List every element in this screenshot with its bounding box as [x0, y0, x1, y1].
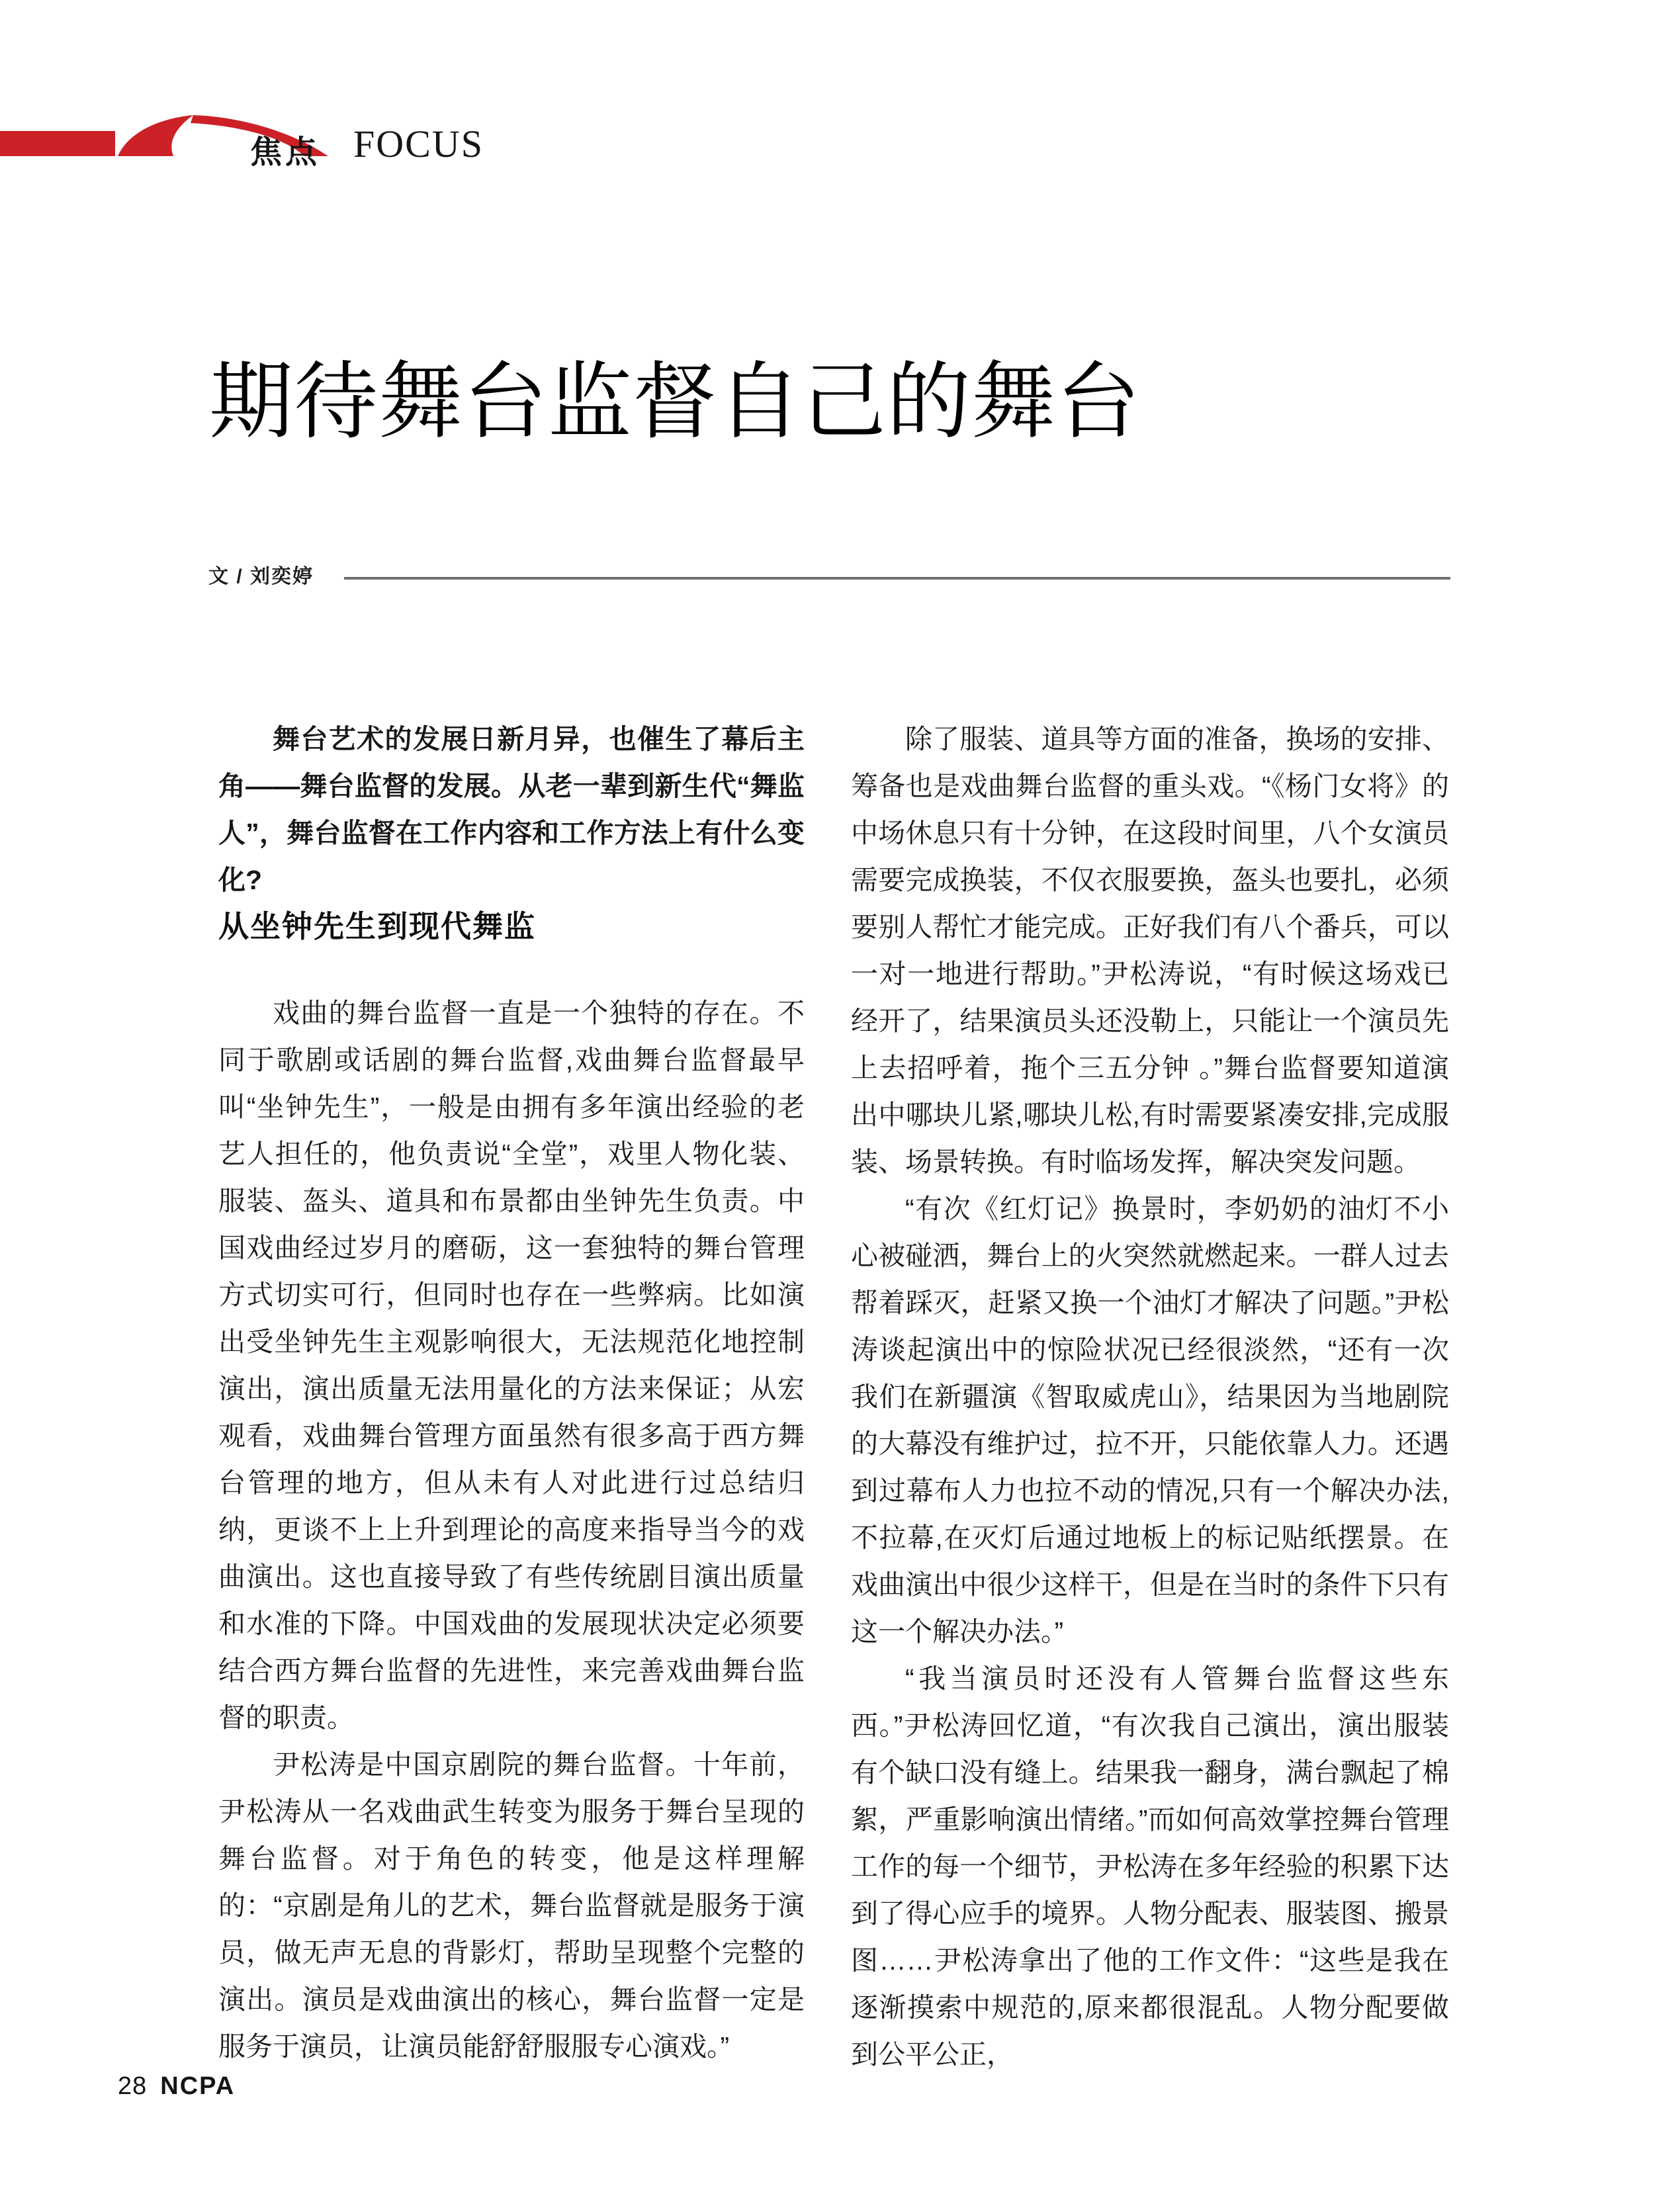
body-column-left: [218, 990, 805, 2070]
byline: 文 / 刘奕婷: [208, 566, 314, 588]
paragraph: “我当演员时还没有人管舞台监督这些东西。”尹松涛回忆道，“有次我自己演出，演出服装有个缺口没有缝上。结果我一翻身，满台飘起了棉絮，严重影响演出情绪。”而如何高效掌控舞台管理工作的每一个细节，尹松涛在多年经验的积累下达到了得心应手的境界。人物分配表、服装图、搬景图……尹松涛拿出了他的工作文件：“这些是我在逐渐摸索中规范的,原来都很混乱。人物分配要做到公平公正，: [851, 1663, 1449, 2070]
page-footer: [118, 2072, 235, 2101]
magazine-brand: NCPA: [160, 2072, 236, 2100]
section-tag-english: FOCUS: [353, 122, 484, 165]
page-number: 28: [118, 2072, 148, 2100]
paragraph: 除了服装、道具等方面的准备，换场的安排、筹备也是戏曲舞台监督的重头戏。“《杨门女将》的中场休息只有十分钟，在这段时间里，八个女演员需要完成换装，不仅衣服要换，盔头也要扎，必须要别人帮忙才能完成。正好我们有八个番兵，可以一对一地进行帮助。”尹松涛说，“有时候这场戏已经开了，结果演员头还没勒上，只能让一个演员先上去招呼着，拖个三五分钟 。”舞台监督要知道演出中哪块儿紧,哪块儿松,有时需要紧凑安排,完成服装、场景转换。有时临场发挥，解决突发问题。: [851, 724, 1449, 1177]
section-tag-chinese: 焦点: [250, 135, 321, 170]
standfirst-text: 舞台艺术的发展日新月异，也催生了幕后主角——舞台监督的发展。从老一辈到新生代“舞监人”，舞台监督在工作内容和工作方法上有什么变化?: [218, 724, 805, 895]
standfirst: [218, 716, 805, 904]
paragraph: 戏曲的舞台监督一直是一个独特的存在。不同于歌剧或话剧的舞台监督,戏曲舞台监督最早叫“坐钟先生”，一般是由拥有多年演出经验的老艺人担任的，他负责说“全堂”，戏里人物化装、服装、盔头、道具和布景都由坐钟先生负责。中国戏曲经过岁月的磨砺，这一套独特的舞台管理方式切实可行，但同时也存在一些弊病。比如演出受坐钟先生主观影响很大，无法规范化地控制演出，演出质量无法用量化的方法来保证；从宏观看，戏曲舞台管理方面虽然有很多高于西方舞台管理的地方，但从未有人对此进行过总结归纳，更谈不上上升到理论的高度来指导当今的戏曲演出。这也直接导致了有些传统剧目演出质量和水准的下降。中国戏曲的发展现状决定必须要结合西方舞台监督的先进性，来完善戏曲舞台监督的职责。: [218, 998, 805, 1733]
paragraph: “有次《红灯记》换景时，李奶奶的油灯不小心被碰洒，舞台上的火突然就燃起来。一群人过去帮着踩灭，赶紧又换一个油灯才解决了问题。”尹松涛谈起演出中的惊险状况已经很淡然，“还有一次我们在新疆演《智取威虎山》，结果因为当地剧院的大幕没有维护过，拉不开，只能依靠人力。还遇到过幕布人力也拉不动的情况,只有一个解决办法,不拉幕,在灭灯后通过地板上的标记贴纸摆景。在戏曲演出中很少这样干，但是在当时的条件下只有这一个解决办法。”: [851, 1194, 1449, 1647]
body-column-right: [851, 716, 1449, 2078]
byline-rule: [344, 577, 1450, 580]
paragraph: 尹松涛是中国京剧院的舞台监督。十年前，尹松涛从一名戏曲武生转变为服务于舞台呈现的舞台监督。对于角色的转变，他是这样理解的：“京剧是角儿的艺术，舞台监督就是服务于演员，做无声无息的背影灯，帮助呈现整个完整的演出。演员是戏曲演出的核心，舞台监督一定是服务于演员，让演员能舒舒服服专心演戏。”: [218, 1749, 805, 2062]
section-heading: 从坐钟先生到现代舞监: [218, 909, 536, 943]
article-title: 期待舞台监督自己的舞台: [209, 357, 1141, 449]
